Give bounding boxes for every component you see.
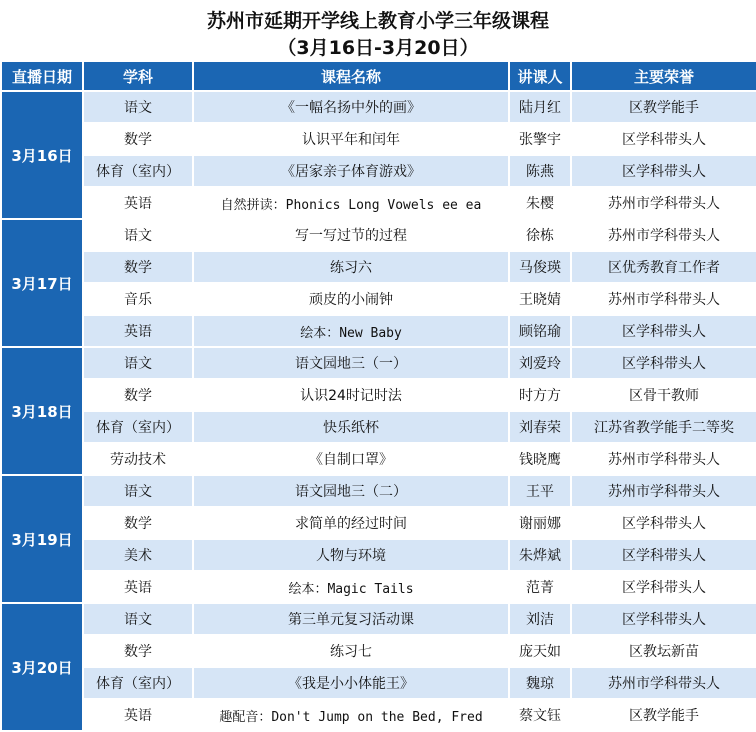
course-cell: 练习六 [193,251,509,283]
course-cell: 绘本：New Baby [193,315,509,347]
date-cell: 3月20日 [1,603,83,731]
honor-cell: 区教学能手 [571,699,756,731]
date-cell: 3月16日 [1,91,83,219]
column-header-course: 课程名称 [193,61,509,91]
subject-cell: 数学 [83,123,193,155]
subject-cell: 语文 [83,603,193,635]
subject-cell: 数学 [83,379,193,411]
table-row [1,667,756,699]
teacher-cell: 魏琼 [509,667,571,699]
honor-cell: 区学科带头人 [571,315,756,347]
teacher-cell: 马俊瑛 [509,251,571,283]
honor-cell: 区学科带头人 [571,155,756,187]
course-cell: 《我是小小体能王》 [193,667,509,699]
table-row [1,539,756,571]
honor-cell: 区教坛新苗 [571,635,756,667]
table-row [1,155,756,187]
teacher-cell: 范菁 [509,571,571,603]
honor-cell: 苏州市学科带头人 [571,475,756,507]
honor-cell: 区优秀教育工作者 [571,251,756,283]
honor-cell: 苏州市学科带头人 [571,443,756,475]
course-cell: 认识平年和闰年 [193,123,509,155]
table-row [1,635,756,667]
column-header-honor: 主要荣誉 [571,61,756,91]
schedule-table [0,60,756,732]
subject-cell: 语文 [83,475,193,507]
course-cell: 顽皮的小闹钟 [193,283,509,315]
column-header-date: 直播日期 [1,61,83,91]
course-cell: 求简单的经过时间 [193,507,509,539]
table-row [1,443,756,475]
honor-cell: 区教学能手 [571,91,756,123]
teacher-cell: 庞天如 [509,635,571,667]
page-title: 苏州市延期开学线上教育小学三年级课程 [206,10,549,32]
subject-cell: 数学 [83,635,193,667]
subject-cell: 语文 [83,91,193,123]
honor-cell: 区学科带头人 [571,539,756,571]
table-row [1,123,756,155]
course-cell: 语文园地三（一） [193,347,509,379]
column-header-teacher: 讲课人 [509,61,571,91]
honor-cell: 区学科带头人 [571,507,756,539]
honor-cell: 区学科带头人 [571,603,756,635]
course-cell: 自然拼读：Phonics Long Vowels ee ea [193,187,509,219]
table-row [1,699,756,731]
teacher-cell: 陈燕 [509,155,571,187]
table-row [1,603,756,635]
table-row [1,315,756,347]
date-cell: 3月19日 [1,475,83,603]
course-cell: 认识24时记时法 [193,379,509,411]
course-cell: 第三单元复习活动课 [193,603,509,635]
subject-cell: 美术 [83,539,193,571]
teacher-cell: 朱樱 [509,187,571,219]
course-cell: 语文园地三（二） [193,475,509,507]
honor-cell: 区学科带头人 [571,123,756,155]
course-cell: 趣配音：Don't Jump on the Bed, Fred [193,699,509,731]
honor-cell: 区学科带头人 [571,347,756,379]
table-row [1,219,756,251]
teacher-cell: 王平 [509,475,571,507]
course-cell: 《自制口罩》 [193,443,509,475]
teacher-cell: 时方方 [509,379,571,411]
subject-cell: 英语 [83,571,193,603]
teacher-cell: 陆月红 [509,91,571,123]
subject-cell: 体育（室内） [83,155,193,187]
teacher-cell: 刘春荣 [509,411,571,443]
subject-cell: 语文 [83,347,193,379]
course-cell: 人物与环境 [193,539,509,571]
table-row [1,251,756,283]
teacher-cell: 谢丽娜 [509,507,571,539]
subject-cell: 体育（室内） [83,667,193,699]
teacher-cell: 刘爱玲 [509,347,571,379]
teacher-cell: 张擎宇 [509,123,571,155]
course-cell: 《居家亲子体育游戏》 [193,155,509,187]
page-subtitle: （3月16日-3月20日） [277,37,479,59]
course-cell: 绘本：Magic Tails [193,571,509,603]
subject-cell: 体育（室内） [83,411,193,443]
teacher-cell: 钱晓鹰 [509,443,571,475]
date-cell: 3月17日 [1,219,83,347]
subject-cell: 语文 [83,219,193,251]
subject-cell: 英语 [83,315,193,347]
subject-cell: 英语 [83,699,193,731]
table-row [1,571,756,603]
table-row [1,283,756,315]
teacher-cell: 徐栋 [509,219,571,251]
teacher-cell: 王晓婧 [509,283,571,315]
date-cell: 3月18日 [1,347,83,475]
table-row [1,347,756,379]
course-cell: 快乐纸杯 [193,411,509,443]
honor-cell: 苏州市学科带头人 [571,187,756,219]
teacher-cell: 蔡文钰 [509,699,571,731]
course-cell: 《一幅名扬中外的画》 [193,91,509,123]
teacher-cell: 朱烨斌 [509,539,571,571]
subject-cell: 数学 [83,507,193,539]
honor-cell: 江苏省教学能手二等奖 [571,411,756,443]
header-row [1,61,756,91]
subject-cell: 劳动技术 [83,443,193,475]
honor-cell: 苏州市学科带头人 [571,283,756,315]
course-cell: 练习七 [193,635,509,667]
table-row [1,507,756,539]
table-row [1,187,756,219]
table-row [1,91,756,123]
honor-cell: 区骨干教师 [571,379,756,411]
honor-cell: 区学科带头人 [571,571,756,603]
teacher-cell: 刘洁 [509,603,571,635]
course-cell: 写一写过节的过程 [193,219,509,251]
subject-cell: 英语 [83,187,193,219]
column-header-subject: 学科 [83,61,193,91]
subject-cell: 音乐 [83,283,193,315]
teacher-cell: 顾铭瑜 [509,315,571,347]
table-row [1,475,756,507]
honor-cell: 苏州市学科带头人 [571,667,756,699]
honor-cell: 苏州市学科带头人 [571,219,756,251]
table-row [1,379,756,411]
table-row [1,411,756,443]
subject-cell: 数学 [83,251,193,283]
